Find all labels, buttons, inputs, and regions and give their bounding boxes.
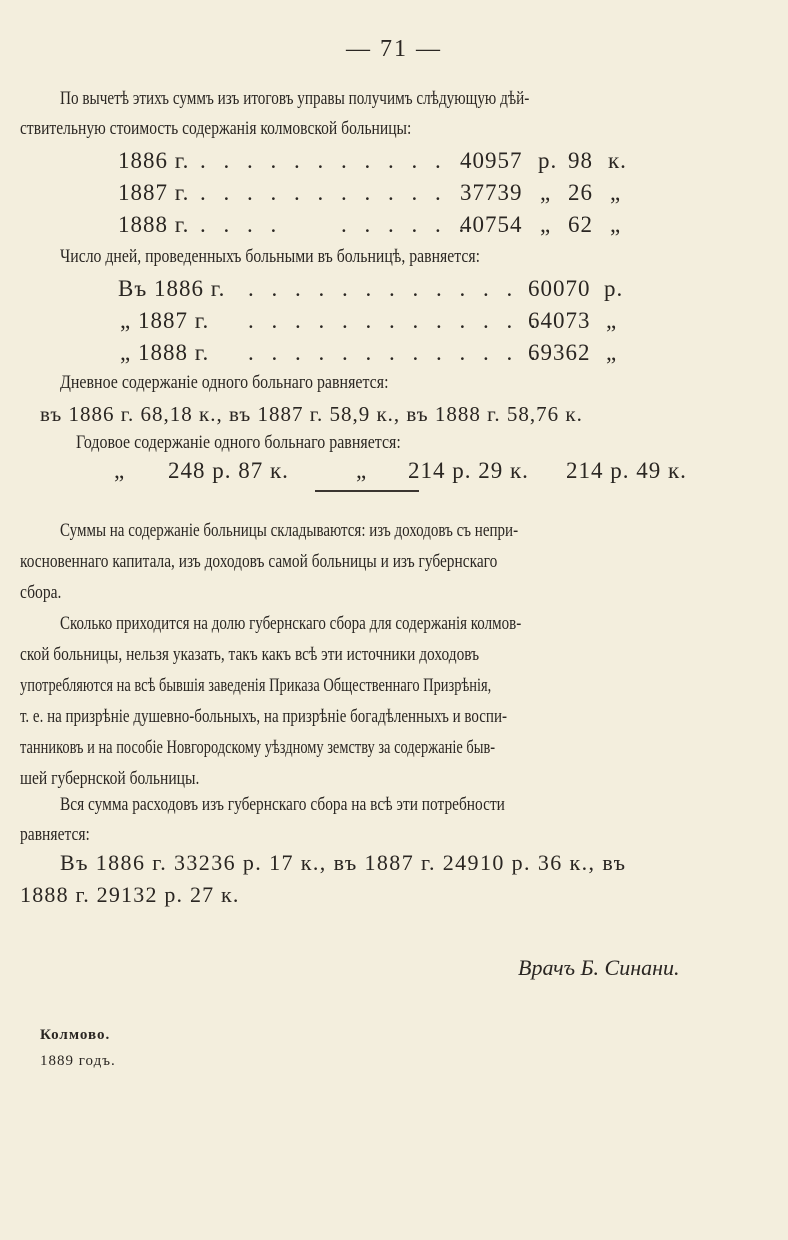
days-row-1886 xyxy=(0,276,788,304)
ditto-mark: „ xyxy=(356,458,368,483)
days-row-1888 xyxy=(0,340,788,368)
yearly-value-1888: 214 р. 49 к. xyxy=(566,458,687,483)
para2-line-1: Сколько приходится на долю губернскаго сбора для содержанія колмов- xyxy=(60,613,522,634)
leader-dots: . . . . . . . . . . . . . xyxy=(248,308,542,333)
yearly-value-1887: 214 р. 29 к. xyxy=(408,458,529,483)
totals-line-2: 1888 г. 29132 р. 27 к. xyxy=(20,882,240,907)
page-number: — 71 — xyxy=(346,36,442,62)
cost-kopecks: 26 xyxy=(568,180,593,205)
para2-line-5: танниковъ и на пособіе Новгородскому уѣздному земству за содержаніе быв- xyxy=(20,737,496,758)
intro-line-1: По вычетѣ этихъ суммъ изъ итоговъ управы получимъ слѣдующую дѣй- xyxy=(60,88,530,109)
yearly-row xyxy=(0,458,788,486)
cost-unit: „ xyxy=(540,212,552,237)
cost-kopecks: 98 xyxy=(568,148,593,173)
cost-year: 1887 г. xyxy=(118,180,190,205)
leader-dots: . . . . . . . . . . . . . xyxy=(248,340,542,365)
intro-line-2: ствительную стоимость содержанія колмовской больницы: xyxy=(20,118,412,139)
days-unit: р. xyxy=(604,276,624,301)
yearly-value-1886: 248 р. 87 к. xyxy=(168,458,289,483)
days-count: 60070 xyxy=(528,276,591,301)
para1-line-3: сбора. xyxy=(20,582,62,603)
para1-line-2: косновеннаго капитала, изъ доходовъ самой больницы и изъ губернскаго xyxy=(20,551,498,572)
cost-row-1886 xyxy=(0,148,788,176)
totals-line-1: Въ 1886 г. 33236 р. 17 к., въ 1887 г. 24910 р. 36 к., въ xyxy=(60,850,627,875)
cost-kopecks: 62 xyxy=(568,212,593,237)
days-year: „ 1888 г. xyxy=(120,340,210,365)
para1-line-1: Суммы на содержаніе больницы складываются: изъ доходовъ съ непри- xyxy=(60,520,519,541)
days-row-1887 xyxy=(0,308,788,336)
date-year: 1889 годъ. xyxy=(40,1053,116,1069)
cost-rubles: 37739 xyxy=(460,180,523,205)
days-unit: „ xyxy=(606,340,618,365)
leader-dots: . . . . . . . . . . . xyxy=(200,148,447,173)
daily-heading: Дневное содержаніе одного больнаго равняется: xyxy=(60,372,389,393)
cost-unit: „ xyxy=(540,180,552,205)
cost-unit: р. xyxy=(538,148,558,173)
para2-line-3: употребляются на всѣ бывшія заведенія Приказа Общественнаго Призрѣнія, xyxy=(20,675,492,696)
cost-year: 1888 г. xyxy=(118,212,190,237)
cost-rubles: 40957 xyxy=(460,148,523,173)
yearly-heading: Годовое содержаніе одного больнаго равняется: xyxy=(76,432,401,453)
para3-line-1: Вся сумма расходовъ изъ губернскаго сбора на всѣ эти потребности xyxy=(60,794,505,815)
cost-row-1888 xyxy=(0,212,788,240)
days-unit: „ xyxy=(606,308,618,333)
cost-unit: „ xyxy=(610,212,622,237)
days-count: 64073 xyxy=(528,308,591,333)
leader-dots: . . . . . . . . . . . . xyxy=(248,276,519,301)
ditto-mark: „ xyxy=(114,458,126,483)
para2-line-2: ской больницы, нельзя указать, такъ какъ всѣ эти источники доходовъ xyxy=(20,644,480,665)
signature: Врачъ Б. Синани. xyxy=(518,955,680,980)
cost-row-1887 xyxy=(0,180,788,208)
leader-dots: . . . . . . . . . . . xyxy=(200,180,447,205)
para2-line-6: шей губернской больницы. xyxy=(20,768,200,789)
days-year: „ 1887 г. xyxy=(120,308,210,333)
daily-line: въ 1886 г. 68,18 к., въ 1887 г. 58,9 к., въ 1888 г. 58,76 к. xyxy=(40,402,583,426)
section-divider xyxy=(315,490,419,492)
days-heading: Число дней, проведенныхъ больными въ больницѣ, равняется: xyxy=(60,246,480,267)
days-count: 69362 xyxy=(528,340,591,365)
days-year: Въ 1886 г. xyxy=(118,276,226,301)
cost-year: 1886 г. xyxy=(118,148,190,173)
cost-unit: к. xyxy=(608,148,627,173)
para3-line-2: равняется: xyxy=(20,824,90,845)
para2-line-4: т. е. на призрѣніе душевно-больныхъ, на призрѣніе богадѣленныхъ и воспи- xyxy=(20,706,507,727)
cost-rubles: 40754 xyxy=(460,212,523,237)
cost-unit: „ xyxy=(610,180,622,205)
place-name: Колмово. xyxy=(40,1027,111,1043)
leader-dots: . . . . . . . . . . xyxy=(200,212,471,237)
